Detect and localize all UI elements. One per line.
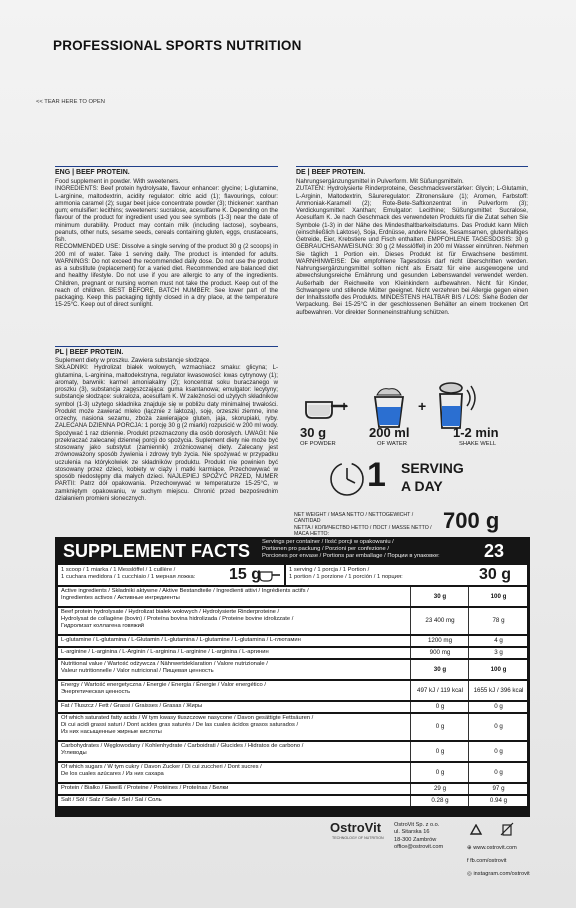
shake-label: SHAKE WELL xyxy=(459,441,497,447)
footer-address: OstroVit Sp. z o.o. ul. Sitarska 16 18-300 Zambrów office@ostrovit.com xyxy=(394,822,444,850)
per-serving-value: 0.28 g xyxy=(431,797,449,804)
per-100g-value: 100 g xyxy=(490,665,507,673)
instagram-icon: ◎ xyxy=(467,871,474,877)
column-divider xyxy=(468,608,469,634)
per-100g-value: 0 g xyxy=(494,703,503,710)
bin-icon xyxy=(500,822,514,836)
per-serving-value: 23 400 mg xyxy=(425,617,455,624)
per-serving-value: 29 g xyxy=(433,785,447,792)
column-divider xyxy=(468,648,469,658)
table-row xyxy=(58,636,527,646)
per-serving-value: 1200 mg xyxy=(427,637,453,644)
serving-value: 30 g xyxy=(479,566,512,583)
per-100g-value: 0 g xyxy=(494,747,503,755)
column-divider xyxy=(468,681,469,700)
section-title: DE | BEEF PROTEIN. xyxy=(296,169,366,177)
section-top-rule xyxy=(55,166,278,167)
footer-fb[interactable] xyxy=(467,858,506,864)
column-divider xyxy=(468,636,469,646)
table-row xyxy=(58,681,527,700)
column-divider xyxy=(410,796,411,806)
tear-notch-hint[interactable]: << TEAR HERE TO OPEN xyxy=(36,99,105,105)
globe-icon: ⊕ xyxy=(467,845,474,851)
facebook-icon: f xyxy=(467,858,471,864)
per-100g-value: 100 g xyxy=(490,592,507,600)
column-divider xyxy=(468,587,469,606)
table-row xyxy=(58,784,527,794)
footer-ig[interactable] xyxy=(467,871,530,877)
water-label: OF WATER xyxy=(377,441,407,447)
per-100g-value: 97 g xyxy=(492,785,505,792)
plus-icon: + xyxy=(418,398,427,414)
row-label: Active ingredients / Składniki aktywne / Aktive Bestandteile / Ingredienti attivi / Ingrédients actifs / Ingredientes activos / Активные ингредиенты xyxy=(61,588,309,601)
column-divider xyxy=(468,660,469,679)
brand-line: PROFESSIONAL SPORTS NUTRITION xyxy=(53,38,302,53)
recycle-icon xyxy=(468,824,484,838)
german-text: Nahrungsergänzungsmittel in Pulverform. Mit Süßungsmitteln. ZUTATEN: Hydrolysierte Rinderproteine, Geschmacksverstärker: Glycin; L-Glutamin, L-Arginin, Maltodextrin, Säureregulator: Zitronensäure (1); Aromen, Farbstoff: Ammoniak-Karamell (2); Rote-Bete-Saftkonzentrat in Pulverform (3); Verdickungsmittel: Xanthan; Emulgator: Lecithine; Süßungsmittel: Sucralose, Acesulfam K. Je nach Geschmack des verwendeten Produkts für die Zutat sehen Sie Symbole (1-3) in der Nähe des Mindesthaltbarkeitsdatums. Das Produkt kann Milch (einschließlich Laktose), Soja, Erdnüsse, andere Nüsse, Sesamsamen, glutenhaltiges Getreide, Eier, Krebstiere und Fisch enthalten. EMPFOHLENE TAGESDOSIS: 30 g GEBRAUCHSANWEISUNG: 30 g (2 Messlöffel) in 200 ml Wasser einrühren. Nehmen Sie täglich 1 Portion ein. Dieses Produkt ist für Erwachsene bestimmt. WARNHINWEISE: Die empfohlene Tagesdosis darf nicht überschritten werden. Nahrungsergänzungsmittel sollten nicht als Ersatz für eine ausgewogene und abwechslungsreiche Ernährung und gesunden Lebenswandel verwendet werden. Außerhalb der Reichweite von Kleinkindern aufbewahren. Nicht für Kinder, Schwangere und stillende Mütter geeignet. Nicht verzehren bei Allergie gegen einen der Inhaltsstoffe des Produkts. MINDESTENS HALTBAR BIS / LOS: Siehe Boden der Verpackung. Bei 15-25°C in der geschlossenen Behälter an einem trockenen Ort aufbewahren. Vor direkter Sonneneinstrahlung schützen. xyxy=(296,178,528,316)
per-100g-value: 4 g xyxy=(494,637,503,644)
per-100g-value: 0 g xyxy=(494,768,503,776)
section-top-rule xyxy=(55,346,278,347)
column-divider xyxy=(410,702,411,712)
scoop-label: 1 scoop / 1 miarka / 1 Messlöffel / 1 cuillère / 1 cuchara medidora / 1 cucchiaio / 1 мерная ложка: xyxy=(61,567,196,581)
web-link[interactable]: www.ostrovit.com xyxy=(473,845,517,851)
row-label: Of which sugars / W tym cukry / Davon Zucker / Di cui zuccheri / Dont sucres / De los cuales azúcares / Из них сахара xyxy=(61,764,262,777)
column-divider xyxy=(410,648,411,658)
section-top-rule xyxy=(296,166,528,167)
scoop-icon xyxy=(258,569,282,583)
column-divider xyxy=(468,714,469,740)
servings-value: 23 xyxy=(484,541,505,561)
water-amount: 200 ml xyxy=(369,425,410,440)
per-100g-value: 3 g xyxy=(494,649,503,656)
column-divider xyxy=(468,784,469,794)
column-divider xyxy=(468,702,469,712)
english-section xyxy=(55,166,278,176)
supplement-facts-panel xyxy=(55,537,530,817)
per-100g-value: 0.94 g xyxy=(489,797,508,804)
table-row xyxy=(58,608,527,634)
row-label: Carbohydrates / Węglowodany / Kohlenhydrate / Carboidrati / Glucides / Hidratos de carbono / Углеводы xyxy=(61,743,304,756)
column-divider xyxy=(468,796,469,806)
row-label: Energy / Wartość energetyczna / Energie / Energia / Énergie / Valor energético / Энергетическая ценность xyxy=(61,682,266,695)
german-section xyxy=(296,166,528,176)
column-divider xyxy=(410,681,411,700)
column-divider xyxy=(410,608,411,634)
per-serving-value: 0 g xyxy=(435,723,445,730)
per-100g-value: 0 g xyxy=(494,723,503,730)
powder-label: OF POWDER xyxy=(300,441,336,447)
per-serving-value: 900 mg xyxy=(429,649,451,656)
table-row xyxy=(58,763,527,782)
powder-amount: 30 g xyxy=(300,425,327,440)
column-divider xyxy=(410,714,411,740)
footer-logo-tag: TECHNOLOGY OF NUTRITION xyxy=(332,836,384,840)
table-row xyxy=(58,702,527,712)
per-100g-value: 1655 kJ / 396 kcal xyxy=(473,686,524,694)
table-row xyxy=(58,587,527,606)
row-label: L-arginine / L-arginina / L-Arginin / L-arginina / L-arginine / L-arginina / L-аргинин xyxy=(61,649,269,655)
row-label: Of which saturated fatty acids / W tym kwasy tłuszczowe nasycone / Davon gesättigte Fettsäuren / Di cui acidi grassi saturi / Dont acides gras saturés / De las cuales ácidos grasos saturados / Из них насыщенные жирные кислоты xyxy=(61,715,314,735)
row-label: Protein / Białko / Eiweiß / Proteine / Protéines / Proteínas / Белки xyxy=(61,785,229,791)
facebook-link[interactable]: fb.com/ostrovit xyxy=(470,858,507,864)
row-label: Salt / Sól / Salz / Sale / Sel / Sal / Соль xyxy=(61,797,162,803)
table-row xyxy=(58,742,527,761)
table-row xyxy=(58,660,527,679)
shake-time: 1-2 min xyxy=(453,425,499,440)
row-label: Nutritional value / Wartość odżywcza / Nährwertdeklaration / Valore nutrizionale / Valeur nutritionnelle / Valor nutricional / Пищевая ценность xyxy=(61,661,268,674)
serving-text-1: SERVING xyxy=(401,460,464,476)
polish-section xyxy=(55,346,278,356)
per-serving-value: 497 kJ / 119 kcal xyxy=(417,686,463,694)
english-text: Food supplement in powder. With sweeteners. INGREDIENTS: Beef protein hydrolysate, flavour enhancer: glycine; L-glutamine, L-arginine, maltodextrin, acidity regulator: citric acid (1); flavourings, colour: ammonia caramel (2); sugar beet juice concentrate powder (3); thickener: xanthan gum; emulsifier: lecithins; sweeteners: sucralose, acesulfame K. Depending on the flavour of the product for ingredient used you see symbols (1-3) near the date of minimum durability. Product may contain milk (including lactose), soybeans, peanuts, other nuts, sesame seeds, cereals containing gluten, eggs, crustaceans, fish. RECOMMENDED USE: Dissolve a single serving of the product 30 g (2 scoops) in 200 ml of water. Take 1 serving daily. The product is intended for adults. WARNINGS: Do not exceed the recommended daily dose. Do not use the product as a substitute (replacement) for a varied diet. Recommended are balanced diet and healthy lifestyle. Do not use if you are allergic to any of the ingredients. Children, pregnant or nursing women must not take the product. Keep out of the reach of children. BEST BEFORE, BATCH NUMBER: See lower part of the packaging. Keep this packaging tightly closed in a dry place, at the temperature 15-25°C. Keep out of direct sunlight. xyxy=(55,178,278,309)
per-serving-value: 0 g xyxy=(435,747,445,755)
servings-label: Servings per container / Ilość porcji w opakowaniu / Portionen pro packung / Porzioni per confezione / Porciones por envase / Portions par emballage / Порции в упаковке: xyxy=(262,539,440,559)
column-divider xyxy=(410,587,411,606)
section-title: ENG | BEEF PROTEIN. xyxy=(55,169,130,177)
serving-count: 1 xyxy=(367,456,386,494)
plus-icon: + xyxy=(340,398,349,414)
serving-label: 1 serving / 1 porcja / 1 Portion / 1 portion / 1 porzione / 1 porción / 1 порция: xyxy=(289,567,403,581)
column-divider xyxy=(410,742,411,761)
per-100g-value: 78 g xyxy=(492,617,505,624)
footer-web[interactable] xyxy=(467,845,517,851)
supplement-facts-title: SUPPLEMENT FACTS xyxy=(63,541,251,561)
serving-text-2: A DAY xyxy=(401,478,443,494)
net-weight-label: NET WEIGHT / MASA NETTO / NETTOGEWICHT / CANTIDAD NETTA / КОЛИЧЕСТВО НЕТТО / ПОСТ / MASSE NETTO / MACA НЕТТО: xyxy=(294,512,432,538)
clock-icon xyxy=(327,459,367,499)
table-row xyxy=(58,714,527,740)
table-row xyxy=(58,796,527,806)
polish-text: Suplement diety w proszku. Zawiera substancje słodzące. SKŁADNIKI: Hydrolizat białek wołowych, wzmacniacz smaku: glicyna; L-glutamina, L-arginina, maltodekstryna, regulator kwasowości: kwas cytrynowy (1); aromaty, barwnik: karmel amoniakalny (2); koncentrat soku buraczanego w proszku (3), substancja zagęszczająca: guma ksantanowa; emulgator: lecytyny; substancje słodzące: sukraloza, acesulfam K. W zależności od użytych składników symbol (1-3) użytego składnika znajduje się w pobliżu daty minimalnej trwałości. Produkt może zawierać mleko (łącznie z laktozą), soję, orzeszki ziemne, inne orzechy, nasiona sezamu, zboża zawierające gluten, jaja, skorupiaki, ryby. ZALECANA DZIENNA PORCJA: 1 porcję 30 g (2 miarki) rozpuścić w 200 ml wody. Spożywać 1 raz dziennie. Produkt przeznaczony dla osób dorosłych. UWAGI: Nie przekraczać zalecanej dziennej porcji do spożycia. Suplement diety nie może być stosowany jako substytut (zamiennik) zróżnicowanej diety. Zalecany jest zrównoważony sposób żywienia i zdrowy tryb życia. Nie spożywać w przypadku uczulenia na którykolwiek ze składników produktu. Produkt nie powinien być stosowany przez dzieci, kobiety w ciąży i matki karmiące. Przechowywać w sposób niedostępny dla małych dzieci. NAJLEPIEJ SPOŻYĆ PRZED, NUMER PARTII: Patrz dół opakowania. Przechowywać w temperaturze 15-25°C, w zamkniętym opakowaniu, w suchym miejscu. Chronić przed bezpośrednim działaniem promieni słonecznych. xyxy=(55,357,278,502)
footer-logo: OstroVit xyxy=(330,820,382,835)
row-label: Fat / Tłuszcz / Fett / Grassi / Graisses / Grasas / Жиры xyxy=(61,703,203,709)
column-divider xyxy=(410,763,411,782)
section-title: PL | BEEF PROTEIN. xyxy=(55,349,124,357)
glass-water-icon xyxy=(367,385,411,429)
per-serving-value: 0 g xyxy=(435,768,445,776)
column-divider xyxy=(410,660,411,679)
instagram-link[interactable]: instagram.com/ostrovit xyxy=(473,871,530,877)
row-label: L-glutamine / L-glutamina / L-Glutamin / L-glutamina / L-glutamine / L-glutamina / L-глютамин xyxy=(61,637,301,643)
per-serving-value: 30 g xyxy=(433,665,447,673)
scoop-value: 15 g xyxy=(229,566,262,583)
column-divider xyxy=(468,742,469,761)
per-serving-value: 30 g xyxy=(433,592,447,600)
net-weight-value: 700 g xyxy=(443,508,500,533)
column-divider xyxy=(410,636,411,646)
row-label: Beef protein hydrolysate / Hydrolizat białek wołowych / Hydrolysierte Rinderproteine / Hydrolysat de collagène (bovin) / Proteína bovina hidrolizada / Proteine bovine idrolizzate / Гидролизат коллагена говяжий xyxy=(61,609,294,629)
serving-box xyxy=(286,565,527,585)
per-serving-value: 0 g xyxy=(435,703,445,710)
column-divider xyxy=(468,763,469,782)
table-row xyxy=(58,648,527,658)
scoop-box xyxy=(58,565,284,585)
column-divider xyxy=(410,784,411,794)
